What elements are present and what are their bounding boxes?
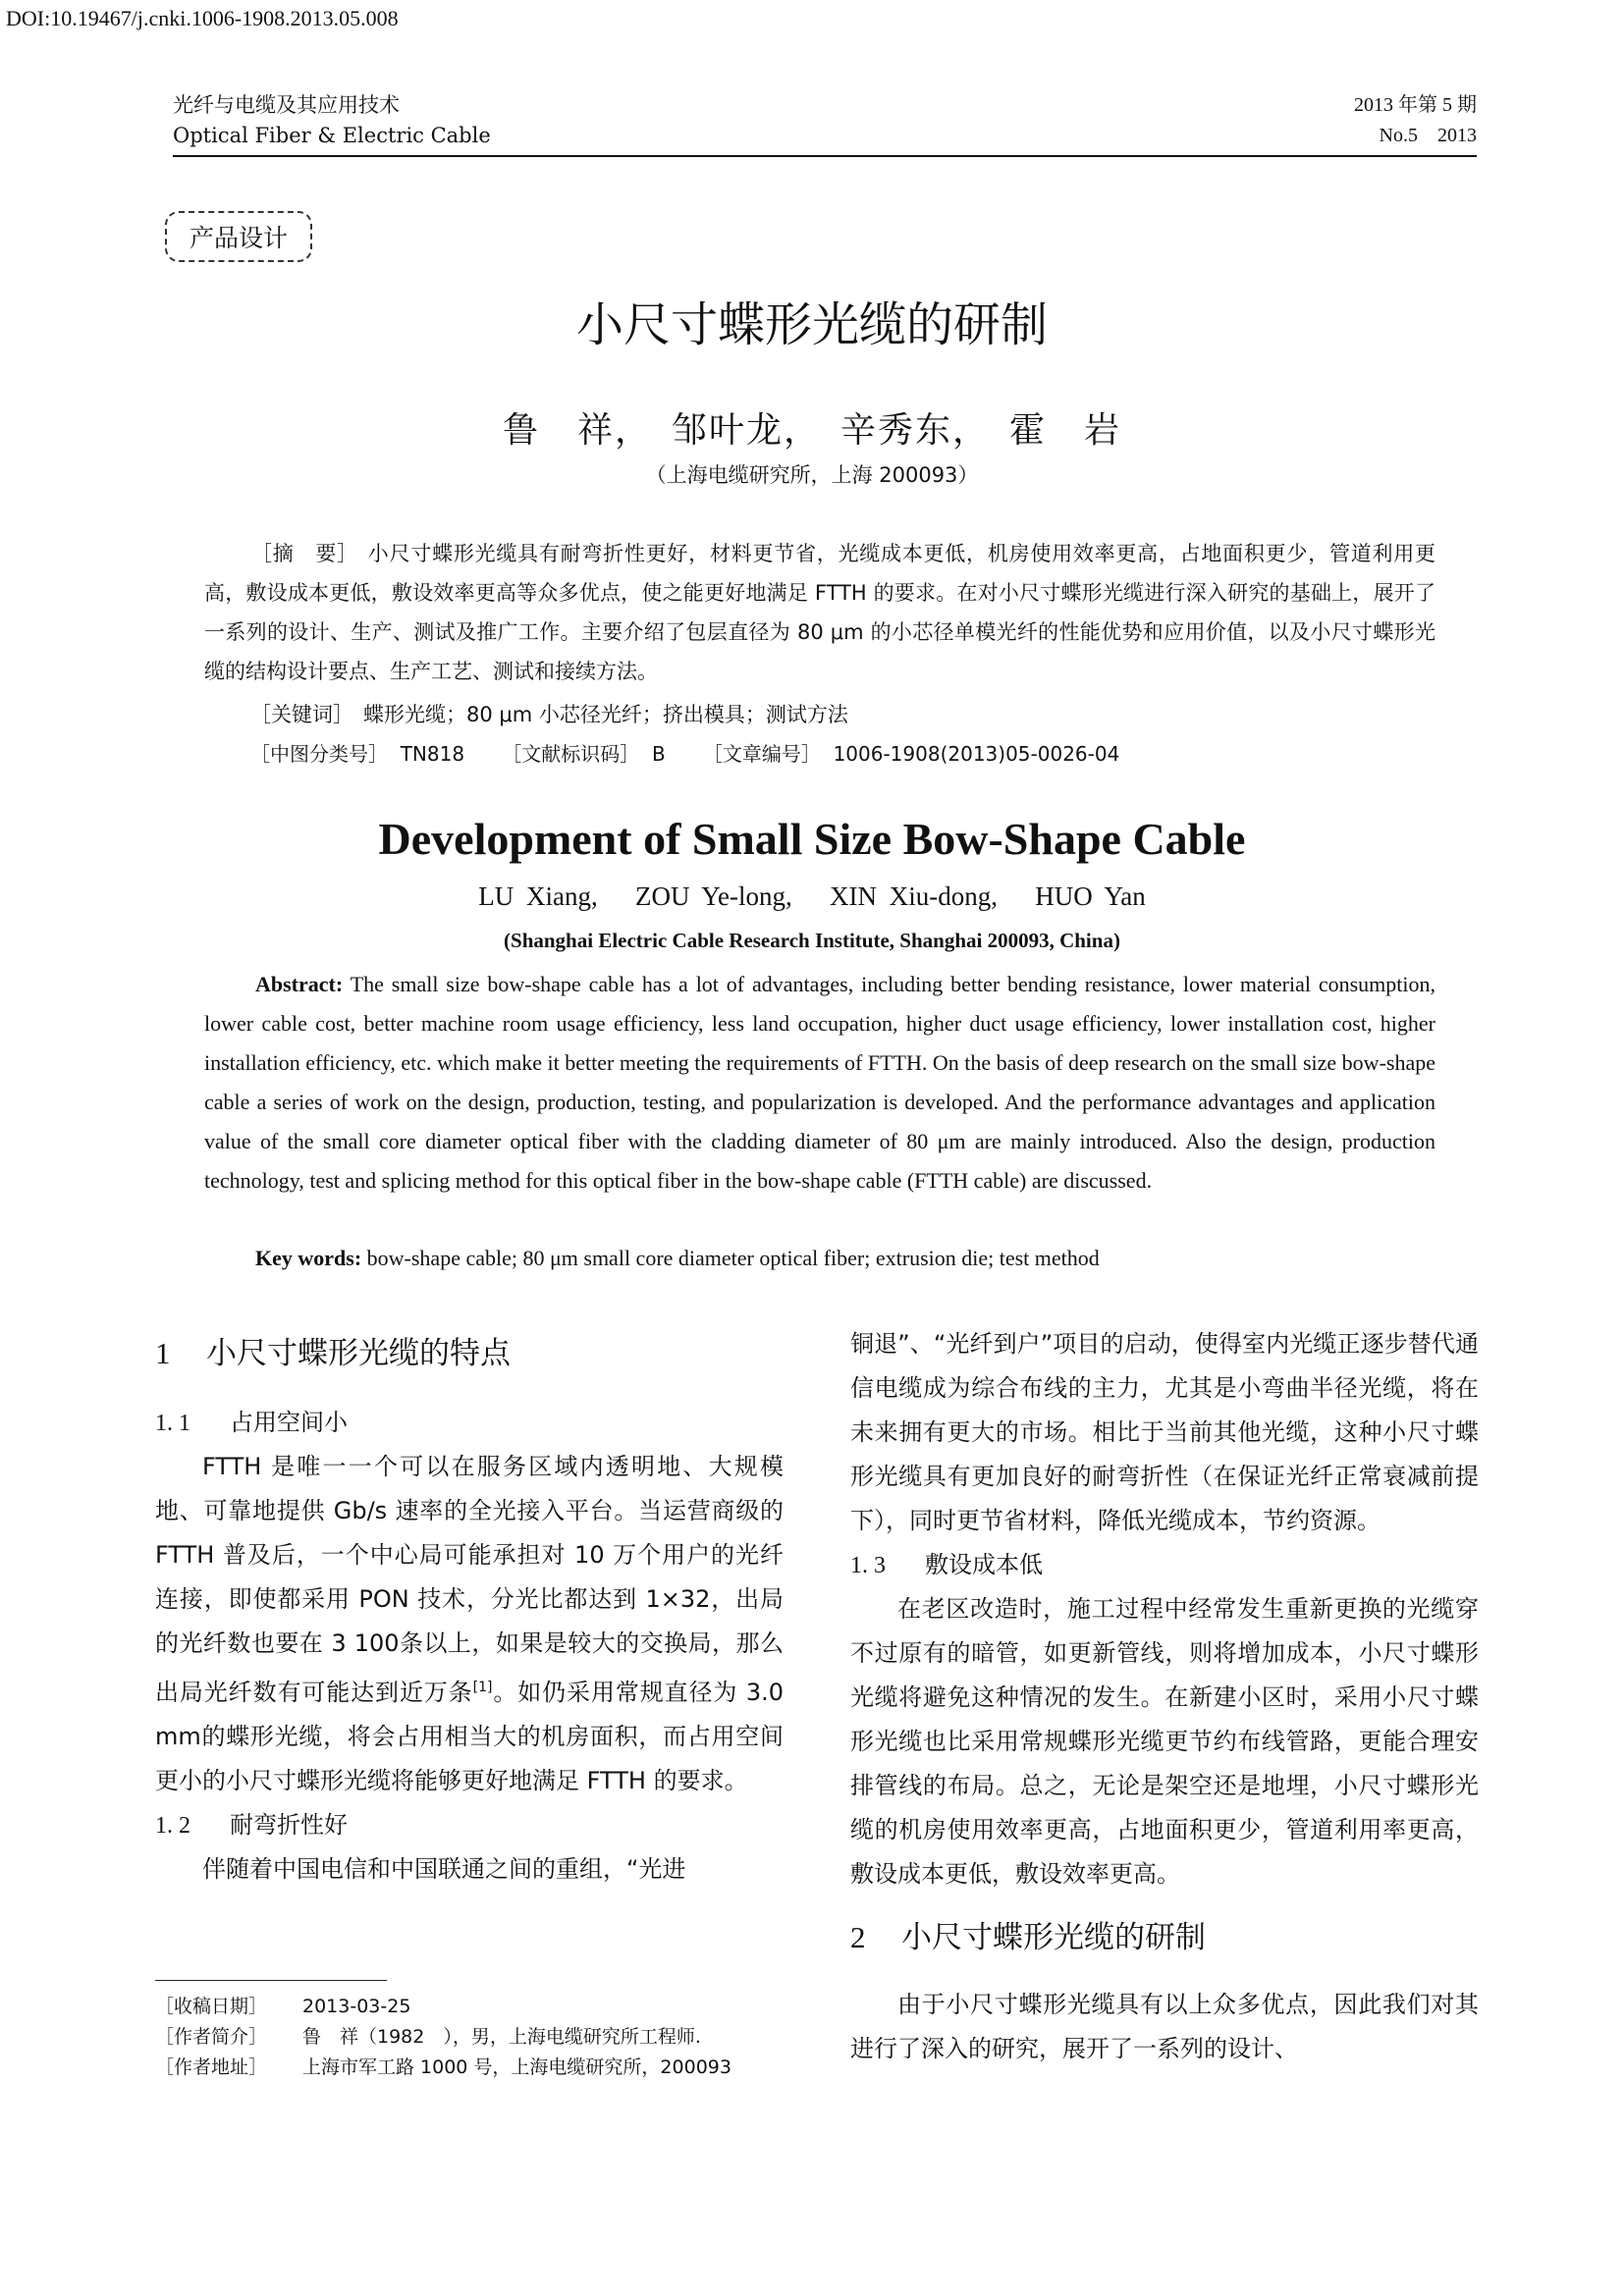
section-tag: 产品设计: [165, 211, 312, 262]
abstract-en-label: Abstract:: [255, 972, 344, 996]
footnote-received: [155, 1992, 774, 2022]
subsection-heading-1-2: [155, 1803, 784, 1847]
classification-line: [250, 734, 1119, 774]
section-number: 1: [155, 1336, 171, 1370]
body-column-left: [155, 1330, 784, 1892]
citation-ref: [1]: [472, 1680, 493, 1695]
authors-cn: 鲁 祥， 邹叶龙， 辛秀东， 霍 岩: [502, 410, 1121, 451]
keywords-cn-label: ［关键词］: [250, 703, 353, 726]
footnote-value: 鲁 祥（1982 ），男，上海电缆研究所工程师.: [302, 2026, 701, 2048]
abstract-en: [204, 965, 1435, 1201]
title-en: Development of Small Size Bow-Shape Cable: [378, 814, 1246, 864]
subsection-title: 占用空间小: [230, 1409, 348, 1436]
subsection-number: 1. 3: [850, 1553, 886, 1578]
abstract-cn: [204, 534, 1435, 691]
doc-code-value: B: [651, 742, 666, 766]
subsection-number: 1. 1: [155, 1411, 190, 1436]
paragraph: 铜退”、“光纤到户”项目的启动，使得室内光缆正逐步替代通信电缆成为综合布线的主力，尤其是小弯曲半径光缆，将在未来拥有更大的市场。相比于当前其他光缆，这种小尺寸蝶形光缆具有更加良好的耐弯折性（在保证光纤正常衰减前提下），同时更节省材料，降低光缆成本，节约资源。: [850, 1330, 1479, 1534]
footnote-bio: [155, 2022, 774, 2053]
keywords-cn: [250, 695, 848, 734]
subsection-title: 敷设成本低: [925, 1551, 1043, 1578]
subsection-heading-1-1: [155, 1401, 784, 1445]
body-column-right: [850, 1322, 1479, 2071]
issue-cn: 2013 年第 5 期: [1354, 94, 1477, 116]
affiliation-cn: （上海电缆研究所，上海 200093）: [645, 463, 979, 487]
paragraph: 伴随着中国电信和中国联通之间的重组，“光进: [202, 1855, 686, 1883]
paragraph-text: 。如仍采用常规直径为 3.0 mm的蝶形光缆，将会占用相当大的机房面积，而占用空间更小的小尺寸蝶形光缆将能够更好地满足 FTTH 的要求。: [155, 1679, 785, 1794]
journal-name-cn: 光纤与电缆及其应用技术: [173, 93, 400, 117]
abstract-cn-text: 小尺寸蝶形光缆具有耐弯折性更好，材料更节省，光缆成本更低，机房使用效率更高，占地面积更少，管道利用更高，敷设成本更低，敷设效率更高等众多优点，使之能更好地满足 FTTH 的要求。在对小尺寸蝶形光缆进行深入研究的基础上，展开了一系列的设计、生产、测试及推广工作。主要介绍了包层直径为 80 μm 的小芯径单模光纤的性能优势和应用价值，以及小尺寸蝶形光缆的结构设计要点、生产工艺、测试和接续方法。: [204, 542, 1435, 683]
footnote: [155, 1992, 774, 2083]
abstract-cn-label: ［摘 要］: [251, 542, 358, 565]
paragraph: [155, 1445, 784, 1803]
footnote-address: [155, 2053, 774, 2083]
header-rule: [173, 155, 1477, 157]
footnote-label: ［作者简介］: [155, 2026, 268, 2048]
section-title: 小尺寸蝶形光缆的特点: [206, 1336, 511, 1371]
footnote-value: 2013-03-25: [302, 1996, 411, 2017]
keywords-cn-text: 蝶形光缆；80 μm 小芯径光纤；挤出模具；测试方法: [363, 703, 848, 726]
footnote-rule: [155, 1980, 387, 1981]
article-no-value: 1006-1908(2013)05-0026-04: [833, 742, 1120, 766]
subsection-title: 耐弯折性好: [230, 1811, 348, 1839]
paragraph-text: FTTH 是唯一一个可以在服务区域内透明地、大规模地、可靠地提供 Gb/s 速率的全光接入平台。当运营商级的 FTTH 普及后，一个中心局可能承担对 10 万个用户的光纤连接，即使都采用 PON 技术，分光比都达到 1×32，出局的光纤数也要在 3 100条以上，如果是较大的交换局，那么出局光纤数有可能达到近万条: [155, 1453, 784, 1706]
keywords-en-label: Key words:: [255, 1246, 362, 1270]
clc-label: ［中图分类号］: [250, 742, 388, 766]
authors-en: LU Xiang, ZOU Ye-long, XIN Xiu-dong, HUO Yan: [478, 881, 1146, 911]
issue-en: No.5 2013: [1379, 125, 1477, 146]
keywords-en: [255, 1239, 1100, 1278]
running-header-left: [173, 90, 491, 151]
article-no-label: ［文章编号］: [702, 742, 821, 766]
paragraph: 由于小尺寸蝶形光缆具有以上众多优点，因此我们对其进行了深入的研究，展开了一系列的设计、: [850, 1991, 1479, 2062]
doi-line: DOI:10.19467/j.cnki.1006-1908.2013.05.008: [6, 6, 399, 30]
paragraph: 在老区改造时，施工过程中经常发生重新更换的光缆穿不过原有的暗管，如更新管线，则将增加成本，小尺寸蝶形光缆将避免这种情况的发生。在新建小区时，采用小尺寸蝶形光缆也比采用常规蝶形光缆更节约布线管路，更能合理安排管线的布局。总之，无论是架空还是地埋，小尺寸蝶形光缆的机房使用效率更高，占地面积更少，管道利用率更高，敷设成本更低，敷设效率更高。: [850, 1595, 1479, 1888]
subsection-heading-1-3: [850, 1543, 1479, 1587]
clc-value: TN818: [400, 742, 465, 766]
section-heading-1: [155, 1330, 784, 1377]
section-heading-2: [850, 1914, 1479, 1961]
journal-name-en: Optical Fiber & Electric Cable: [173, 124, 491, 147]
footnote-label: ［作者地址］: [155, 2056, 268, 2078]
doc-code-label: ［文献标识码］: [502, 742, 640, 766]
running-header-right: [1354, 90, 1477, 151]
section-number: 2: [850, 1920, 866, 1954]
subsection-number: 1. 2: [155, 1813, 190, 1839]
affiliation-en: (Shanghai Electric Cable Research Institute, Shanghai 200093, China): [504, 929, 1120, 952]
title-cn: 小尺寸蝶形光缆的研制: [575, 297, 1048, 352]
keywords-en-text: bow-shape cable; 80 μm small core diameter optical fiber; extrusion die; test method: [366, 1246, 1100, 1270]
footnote-value: 上海市军工路 1000 号，上海电缆研究所，200093: [302, 2056, 731, 2078]
footnote-label: ［收稿日期］: [155, 1996, 268, 2017]
abstract-en-text: The small size bow-shape cable has a lot of advantages, including better bending resistance, lower material consumption, lower cable cost, better machine room usage efficiency, less land occupation, higher duct usage efficiency, lower installation cost, higher installation efficiency, etc. which make it better meeting the requirements of FTTH. On the basis of deep research on the small size bow-shape cable a series of work on the design, production, testing, and popularization is developed. And the performance advantages and application value of the small core diameter optical fiber with the cladding diameter of 80 μm are mainly introduced. Also the design, production technology, test and splicing method for this optical fiber in the bow-shape cable (FTTH cable) are discussed.: [204, 972, 1435, 1193]
section-title: 小尺寸蝶形光缆的研制: [901, 1920, 1206, 1955]
